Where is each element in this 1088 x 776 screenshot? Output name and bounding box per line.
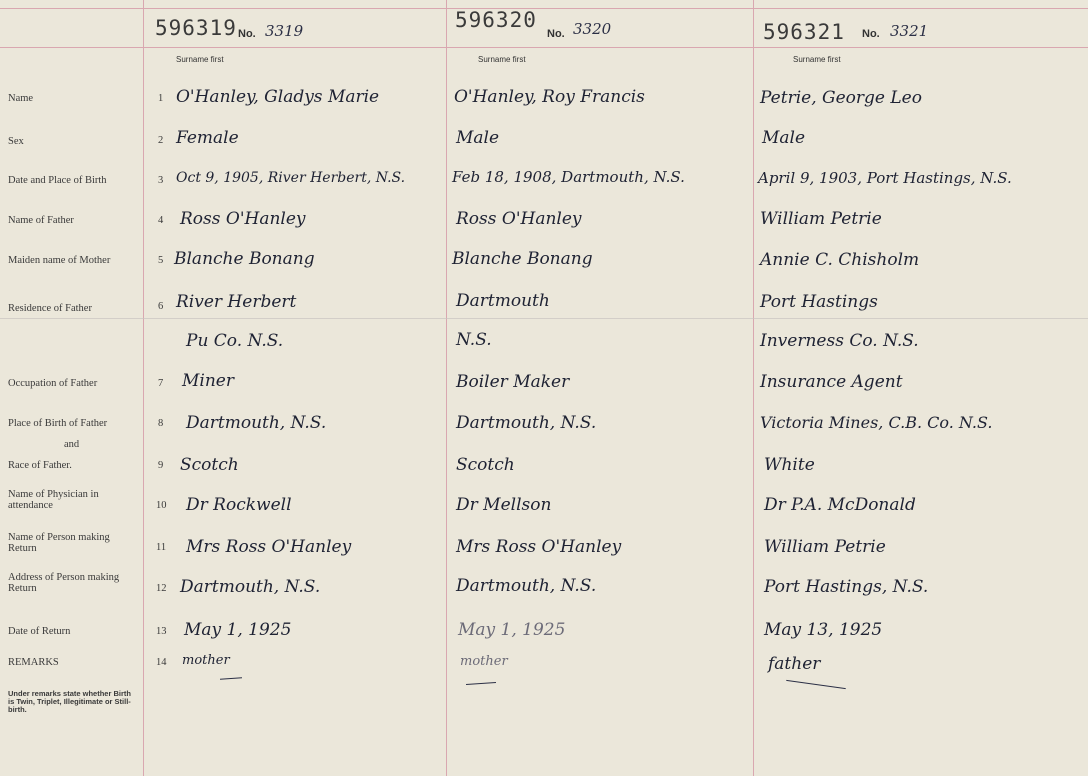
entry-race: White xyxy=(764,455,815,475)
row-number: 4 xyxy=(158,215,164,226)
entry-father-birthplace: Dartmouth, N.S. xyxy=(186,413,327,433)
row-number: 7 xyxy=(158,378,164,389)
row-number: 11 xyxy=(156,542,167,553)
entry-remarks: mother xyxy=(460,654,508,669)
row-label-person-return: Name of Person making Return xyxy=(8,532,110,554)
entry-occupation: Miner xyxy=(182,371,234,391)
entry-remarks: mother xyxy=(182,653,230,668)
entry-name: O'Hanley, Roy Francis xyxy=(454,87,645,107)
entry-residence-county: Pu Co. N.S. xyxy=(186,331,284,351)
row-label-name: Name xyxy=(8,93,34,104)
number-label: No. xyxy=(862,28,880,40)
entry-sex: Female xyxy=(176,128,239,148)
entry-residence: Dartmouth xyxy=(456,291,550,311)
column-rule xyxy=(753,0,754,776)
entry-occupation: Boiler Maker xyxy=(456,372,570,392)
entry-number: 3320 xyxy=(573,20,612,38)
row-label-date-return: Date of Return xyxy=(8,626,71,637)
column-rule xyxy=(143,0,144,776)
entry-remarks: father xyxy=(768,654,821,674)
entry-residence-county: Inverness Co. N.S. xyxy=(760,331,919,351)
entry-birth: Oct 9, 1905, River Herbert, N.S. xyxy=(176,170,406,186)
entry-name: O'Hanley, Gladys Marie xyxy=(176,87,380,107)
entry-date-return: May 1, 1925 xyxy=(458,620,566,640)
remarks-instruction: Under remarks state whether Birth is Twin, Triplet, Illegitimate or Still-birth. xyxy=(8,689,131,714)
pen-stroke xyxy=(786,680,846,689)
row-number: 6 xyxy=(158,301,164,312)
entry-father: Ross O'Hanley xyxy=(180,209,306,229)
header-rule xyxy=(0,47,1088,48)
entry-father-birthplace: Dartmouth, N.S. xyxy=(456,413,597,433)
entry-residence: Port Hastings xyxy=(760,292,878,312)
entry-person-return: Mrs Ross O'Hanley xyxy=(456,537,622,557)
entry-address-return: Dartmouth, N.S. xyxy=(180,577,321,597)
entry-birth: April 9, 1903, Port Hastings, N.S. xyxy=(758,169,1012,187)
row-label-address-return: Address of Person making Return xyxy=(8,572,120,594)
entry-mother: Blanche Bonang xyxy=(174,249,315,269)
row-number: 3 xyxy=(158,175,164,186)
entry-physician: Dr Mellson xyxy=(456,495,552,515)
row-number: 5 xyxy=(158,255,164,266)
entry-physician: Dr Rockwell xyxy=(186,495,292,515)
row-label-physician: Name of Physician in attendance xyxy=(8,489,99,511)
entry-address-return: Dartmouth, N.S. xyxy=(456,576,597,596)
entry-date-return: May 1, 1925 xyxy=(184,620,292,640)
row-number: 13 xyxy=(156,626,167,637)
row-label-father: Name of Father xyxy=(8,215,74,226)
entry-sex: Male xyxy=(762,128,806,148)
entry-name: Petrie, George Leo xyxy=(760,88,922,108)
entry-residence: River Herbert xyxy=(176,292,297,312)
row-label-remarks: REMARKS xyxy=(8,657,59,668)
entry-person-return: William Petrie xyxy=(764,537,886,557)
row-number: 10 xyxy=(156,500,167,511)
entry-residence-county: N.S. xyxy=(456,330,492,350)
column-rule xyxy=(446,0,447,776)
entry-mother: Annie C. Chisholm xyxy=(760,250,920,270)
entry-number: 3321 xyxy=(890,22,929,40)
entry-date-return: May 13, 1925 xyxy=(764,620,883,640)
surname-first-header: Surname first xyxy=(478,55,526,64)
row-label-residence: Residence of Father xyxy=(8,303,92,314)
entry-birth: Feb 18, 1908, Dartmouth, N.S. xyxy=(452,168,685,186)
row-label-race: Race of Father. xyxy=(8,460,72,471)
pen-stroke xyxy=(220,677,242,680)
row-number: 2 xyxy=(158,135,164,146)
row-number: 12 xyxy=(156,583,167,594)
pen-stroke xyxy=(466,682,496,685)
number-label: No. xyxy=(238,28,256,40)
row-number: 9 xyxy=(158,460,164,471)
entry-occupation: Insurance Agent xyxy=(760,372,903,392)
number-label: No. xyxy=(547,28,565,40)
surname-first-header: Surname first xyxy=(793,55,841,64)
entry-father: William Petrie xyxy=(760,209,882,229)
row-number: 1 xyxy=(158,93,164,104)
entry-physician: Dr P.A. McDonald xyxy=(764,495,916,515)
row-label-sex: Sex xyxy=(8,136,24,147)
entry-person-return: Mrs Ross O'Hanley xyxy=(186,537,352,557)
row-label-mother: Maiden name of Mother xyxy=(8,255,111,266)
entry-race: Scotch xyxy=(456,455,515,475)
entry-number: 3319 xyxy=(265,22,304,40)
row-label-and: and xyxy=(64,439,80,450)
row-number: 14 xyxy=(156,657,167,668)
surname-first-header: Surname first xyxy=(176,55,224,64)
row-label-occupation: Occupation of Father xyxy=(8,378,98,389)
registration-number: 596321 xyxy=(763,20,845,44)
top-rule xyxy=(0,8,1088,9)
row-number: 8 xyxy=(158,418,164,429)
entry-race: Scotch xyxy=(180,455,239,475)
entry-father-birthplace: Victoria Mines, C.B. Co. N.S. xyxy=(760,413,993,432)
entry-mother: Blanche Bonang xyxy=(452,249,593,269)
registration-number: 596320 xyxy=(455,8,537,32)
entry-father: Ross O'Hanley xyxy=(456,209,582,229)
residence-rule xyxy=(0,318,1088,319)
row-label-father-birthplace: Place of Birth of Father xyxy=(8,418,108,429)
registration-number: 596319 xyxy=(155,16,237,40)
entry-sex: Male xyxy=(456,128,500,148)
row-label-birth: Date and Place of Birth xyxy=(8,175,107,186)
entry-address-return: Port Hastings, N.S. xyxy=(764,577,929,597)
